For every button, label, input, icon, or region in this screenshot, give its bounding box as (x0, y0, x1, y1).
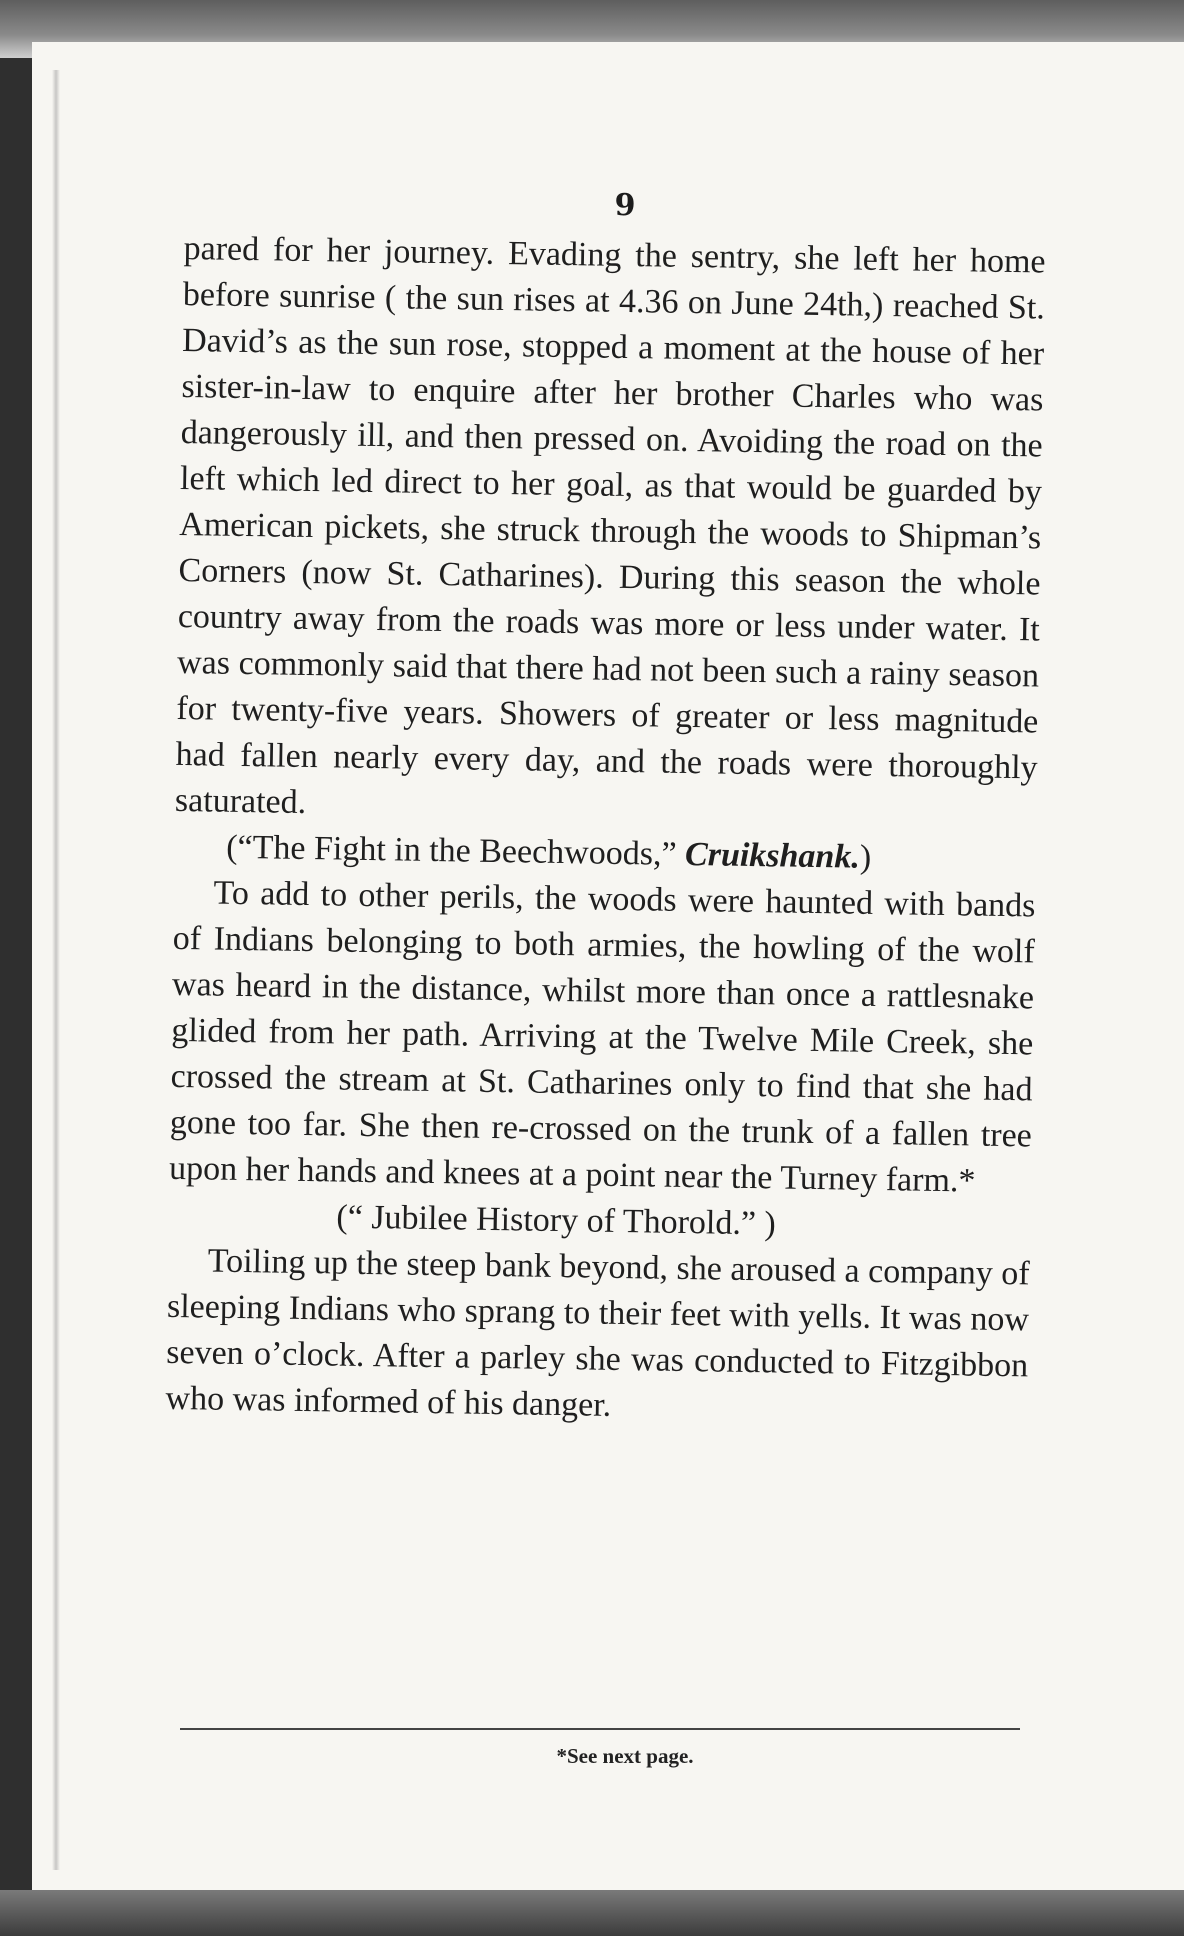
citation-jubilee: (“ Jubilee History of Thorold.” ) (336, 1198, 777, 1243)
paragraph-perils: To add to other perils, the woods were haunted with bands of Indians belonging to both armies, the howling of the wolf was heard in the distance, whilst more than once a rattlesnake glided from her path. Arriving at the Twelve Mile Creek, she crossed the stream at St. Catharines only to find that she had gone too far. She then re-crossed on the trunk of a fallen tree upon her hands and knees at a point near the Turney farm.* (168, 874, 1036, 1200)
scanner-bottom-edge (0, 1890, 1184, 1936)
paragraph-arrival: Toiling up the steep bank beyond, she aroused a company of sleeping Indians who sprang to their feet with yells. It was now seven o’clock. After a parley she was conducted to Fitzgibbon who was informed of his danger. (165, 1242, 1030, 1424)
body-text (165, 226, 1046, 1435)
citation-prefix: (“The Fight in the Beechwoods,” (225, 828, 686, 873)
citation-suffix: ) (859, 838, 872, 876)
binding-gutter (52, 70, 60, 1870)
page-number: 9 (614, 188, 636, 223)
citation-author: Cruikshank. (684, 835, 861, 876)
paragraph-journey: pared for her journey. Evading the sentry, she left her home before sunrise ( the sun rises at 4.36 on June 24th,) reached St. David’s as the sun rose, stopped a moment at the house of her sister-in-law to enquire after her brother Charles who was dangerously ill, and then pressed on. Avoiding the road on the left which led direct to her goal, as that would be guarded by American pickets, she struck through the woods to Shipman’s Corners (now St. Catharines). During this season the whole country away from the roads was more or less under water. It was commonly said that there had not been such a rainy season for twenty-five years. Showers of greater or less magnitude had fallen nearly every day, and the roads were thoroughly saturated. (174, 229, 1046, 821)
footnote: *See next page. (556, 1744, 694, 1768)
footnote-rule (180, 1728, 1020, 1730)
